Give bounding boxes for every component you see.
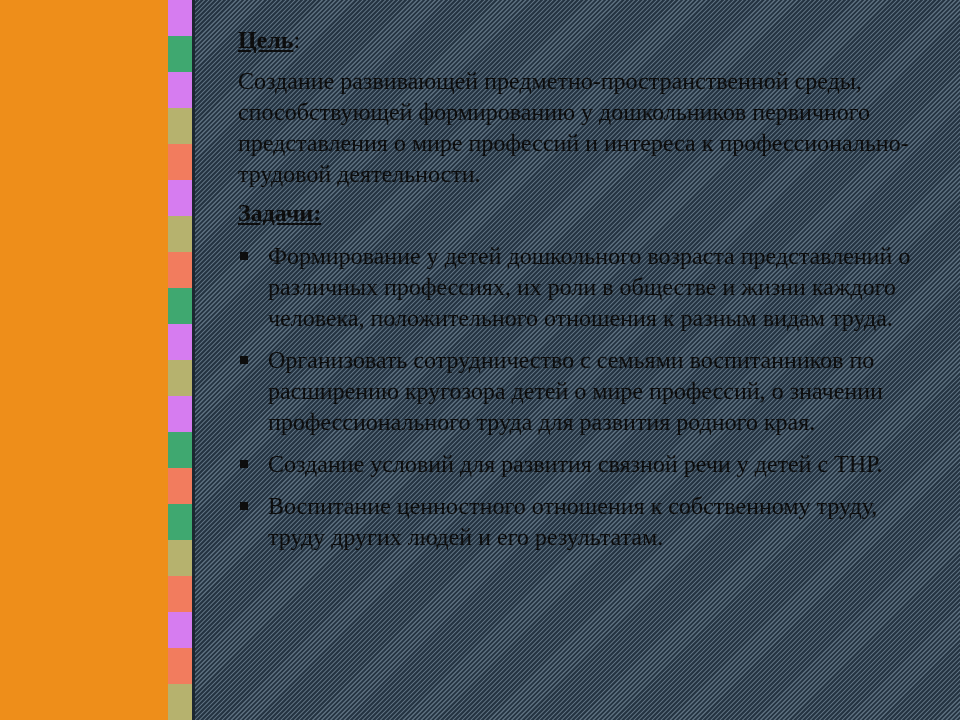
list-item: [238, 450, 918, 481]
stripe-block-pink: [168, 612, 192, 648]
stripe-block-green: [168, 432, 192, 468]
color-stripe-column: [168, 0, 192, 720]
goal-heading-line: [238, 26, 918, 57]
stripe-block-coral: [168, 468, 192, 504]
slide-content: [238, 26, 918, 565]
stripe-block-green: [168, 36, 192, 72]
tasks-heading: Задачи:: [238, 201, 322, 227]
stripe-block-pink: [168, 396, 192, 432]
stripe-block-green: [168, 288, 192, 324]
stripe-block-green: [168, 504, 192, 540]
goal-heading-colon: :: [293, 28, 301, 54]
square-bullet-icon: [240, 356, 248, 364]
stripe-block-pink: [168, 324, 192, 360]
stripe-block-olive: [168, 216, 192, 252]
stripe-block-coral: [168, 576, 192, 612]
list-item: [238, 346, 918, 439]
stripe-block-olive: [168, 540, 192, 576]
vertical-divider: [192, 0, 195, 720]
stripe-block-coral: [168, 648, 192, 684]
stripe-block-olive: [168, 684, 192, 720]
list-item: [238, 242, 918, 335]
task-text: Формирование у детей дошкольного возраста представлений о различных профессиях, их роли в обществе и жизни каждого человека, положительного отношения к разным видам труда.: [268, 244, 911, 332]
task-text: Создание условий для развития связной речи у детей с ТНР.: [268, 452, 883, 478]
goal-heading: Цель: [238, 28, 294, 54]
stripe-block-pink: [168, 180, 192, 216]
square-bullet-icon: [240, 502, 248, 510]
task-text: Организовать сотрудничество с семьями воспитанников по расширению кругозора детей о мире профессий, о значении профессионального труда для развития родного края.: [268, 348, 883, 436]
stripe-block-olive: [168, 360, 192, 396]
goal-text: Создание развивающей предметно-пространственной среды, способствующей формированию у дошкольников первичного представления о мире профессий и интереса к профессионально-трудовой деятельности.: [238, 69, 909, 188]
tasks-list: [238, 242, 918, 554]
stripe-block-coral: [168, 252, 192, 288]
stripe-block-pink: [168, 72, 192, 108]
stripe-block-coral: [168, 144, 192, 180]
square-bullet-icon: [240, 460, 248, 468]
task-text: Воспитание ценностного отношения к собственному труду, труду других людей и его результатам.: [268, 494, 878, 551]
square-bullet-icon: [240, 252, 248, 260]
stripe-block-olive: [168, 108, 192, 144]
list-item: [238, 492, 918, 554]
stripe-block-pink: [168, 0, 192, 36]
orange-side-band: [0, 0, 168, 720]
